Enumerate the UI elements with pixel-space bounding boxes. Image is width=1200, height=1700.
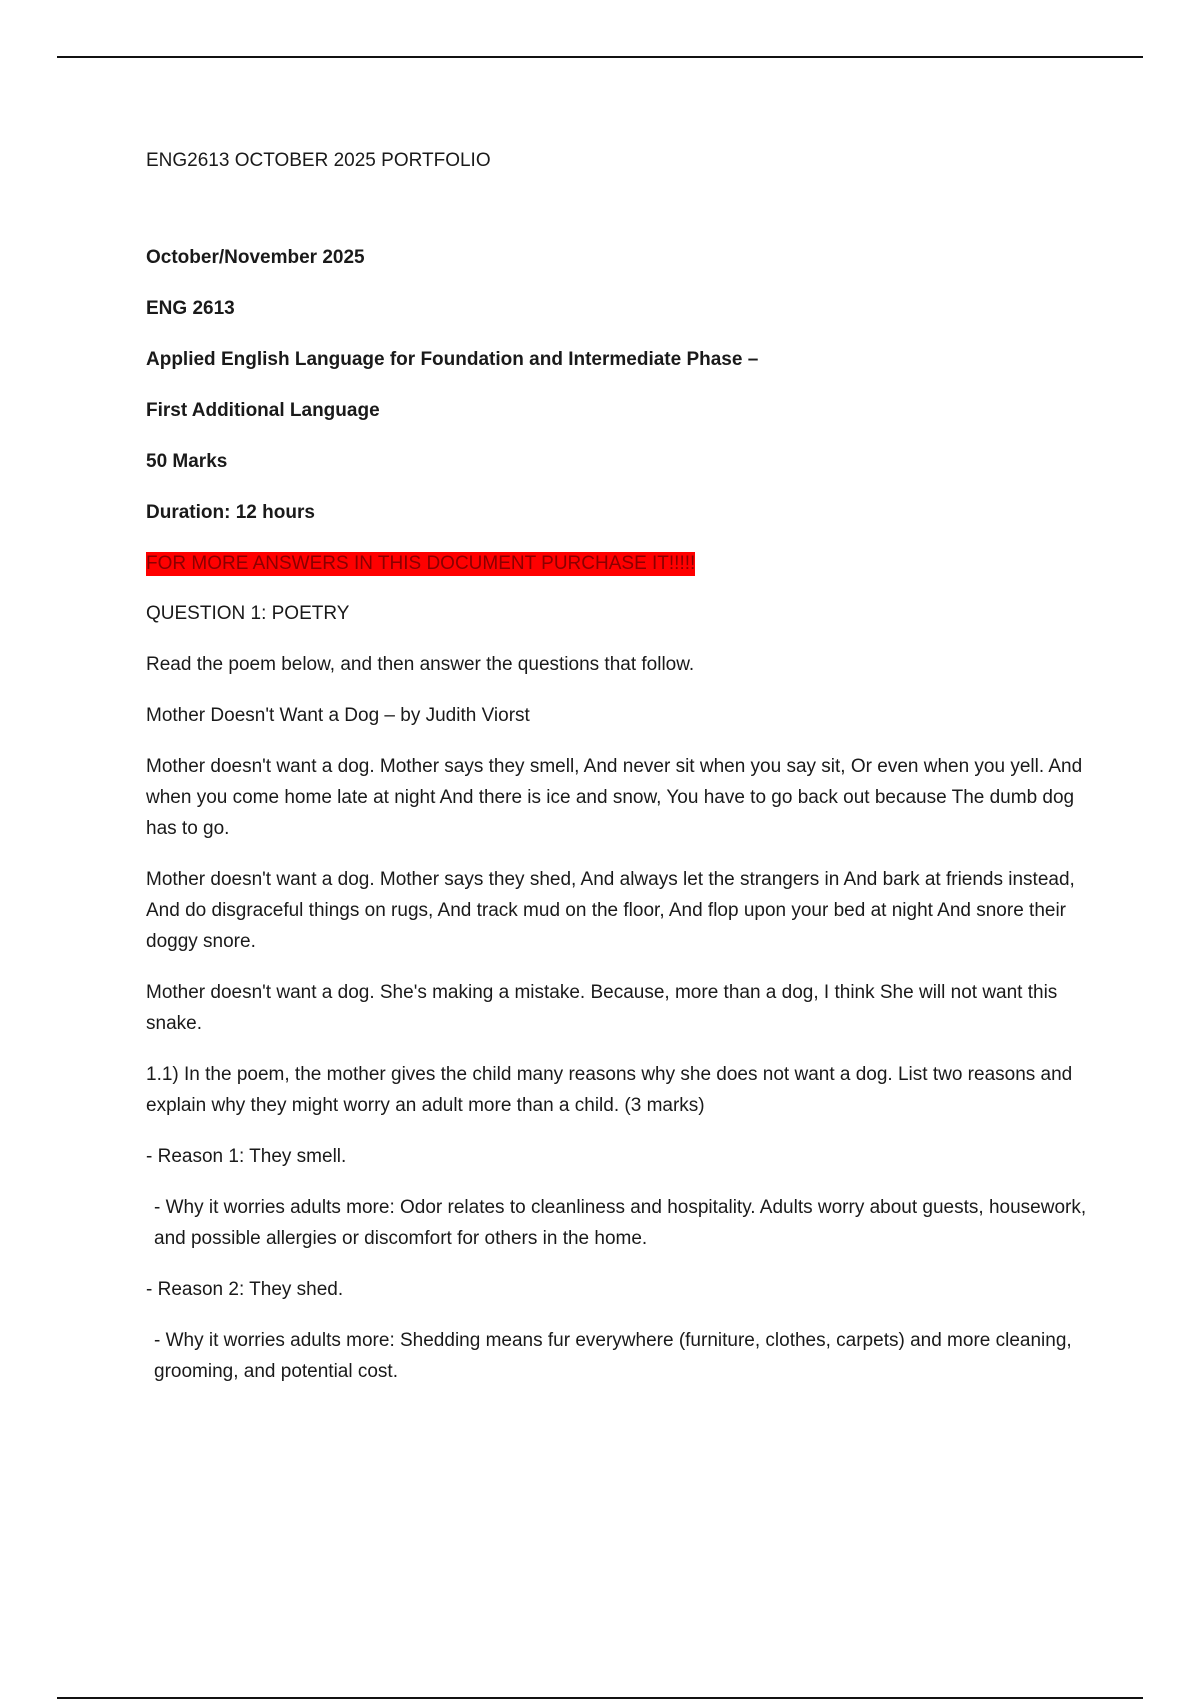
document-title: ENG2613 OCTOBER 2025 PORTFOLIO xyxy=(146,150,491,171)
question-heading: QUESTION 1: POETRY xyxy=(146,603,350,624)
poem-stanza-2: Mother doesn't want a dog. Mother says they shed, And always let the strangers in And bark at friends instead, And do disgraceful things on rugs, And track mud on the floor, And flop upon your bed at night And snore their doggy snore. xyxy=(146,869,1075,952)
header-date: October/November 2025 xyxy=(146,247,365,268)
header-marks: 50 Marks xyxy=(146,451,228,472)
answer-reason-1: - Reason 1: They smell. xyxy=(146,1146,347,1167)
poem-title: Mother Doesn't Want a Dog – by Judith Viorst xyxy=(146,705,530,726)
poem-stanza-3: Mother doesn't want a dog. She's making a mistake. Because, more than a dog, I think She will not want this snake. xyxy=(146,982,1058,1034)
promo-banner-row xyxy=(146,548,1091,575)
answer-reason-1-explanation: - Why it worries adults more: Odor relates to cleanliness and hospitality. Adults worry about guests, housework, and possible allergies or discomfort for others in the home. xyxy=(154,1197,1087,1249)
poem-stanza-1: Mother doesn't want a dog. Mother says they smell, And never sit when you say sit, Or even when you yell. And when you come home late at night And there is ice and snow, You have to go back out because The dumb dog has to go. xyxy=(146,756,1083,839)
document-body xyxy=(146,145,1091,1407)
bottom-rule xyxy=(57,1697,1143,1699)
promo-banner[interactable]: FOR MORE ANSWERS IN THIS DOCUMENT PURCHASE IT!!!!! xyxy=(146,553,696,574)
question-instruction: Read the poem below, and then answer the questions that follow. xyxy=(146,654,695,675)
question-1-1: 1.1) In the poem, the mother gives the child many reasons why she does not want a dog. List two reasons and explain why they might worry an adult more than a child. (3 marks) xyxy=(146,1064,1073,1116)
answer-reason-2-explanation: - Why it worries adults more: Shedding means fur everywhere (furniture, clothes, carpets) and more cleaning, grooming, and potential cost. xyxy=(154,1330,1072,1382)
answer-reason-2: - Reason 2: They shed. xyxy=(146,1279,344,1300)
header-module-name-cont: First Additional Language xyxy=(146,400,380,421)
top-rule xyxy=(57,56,1143,58)
header-module-name: Applied English Language for Foundation and Intermediate Phase – xyxy=(146,349,759,370)
header-module-code: ENG 2613 xyxy=(146,298,235,319)
header-duration: Duration: 12 hours xyxy=(146,502,315,523)
